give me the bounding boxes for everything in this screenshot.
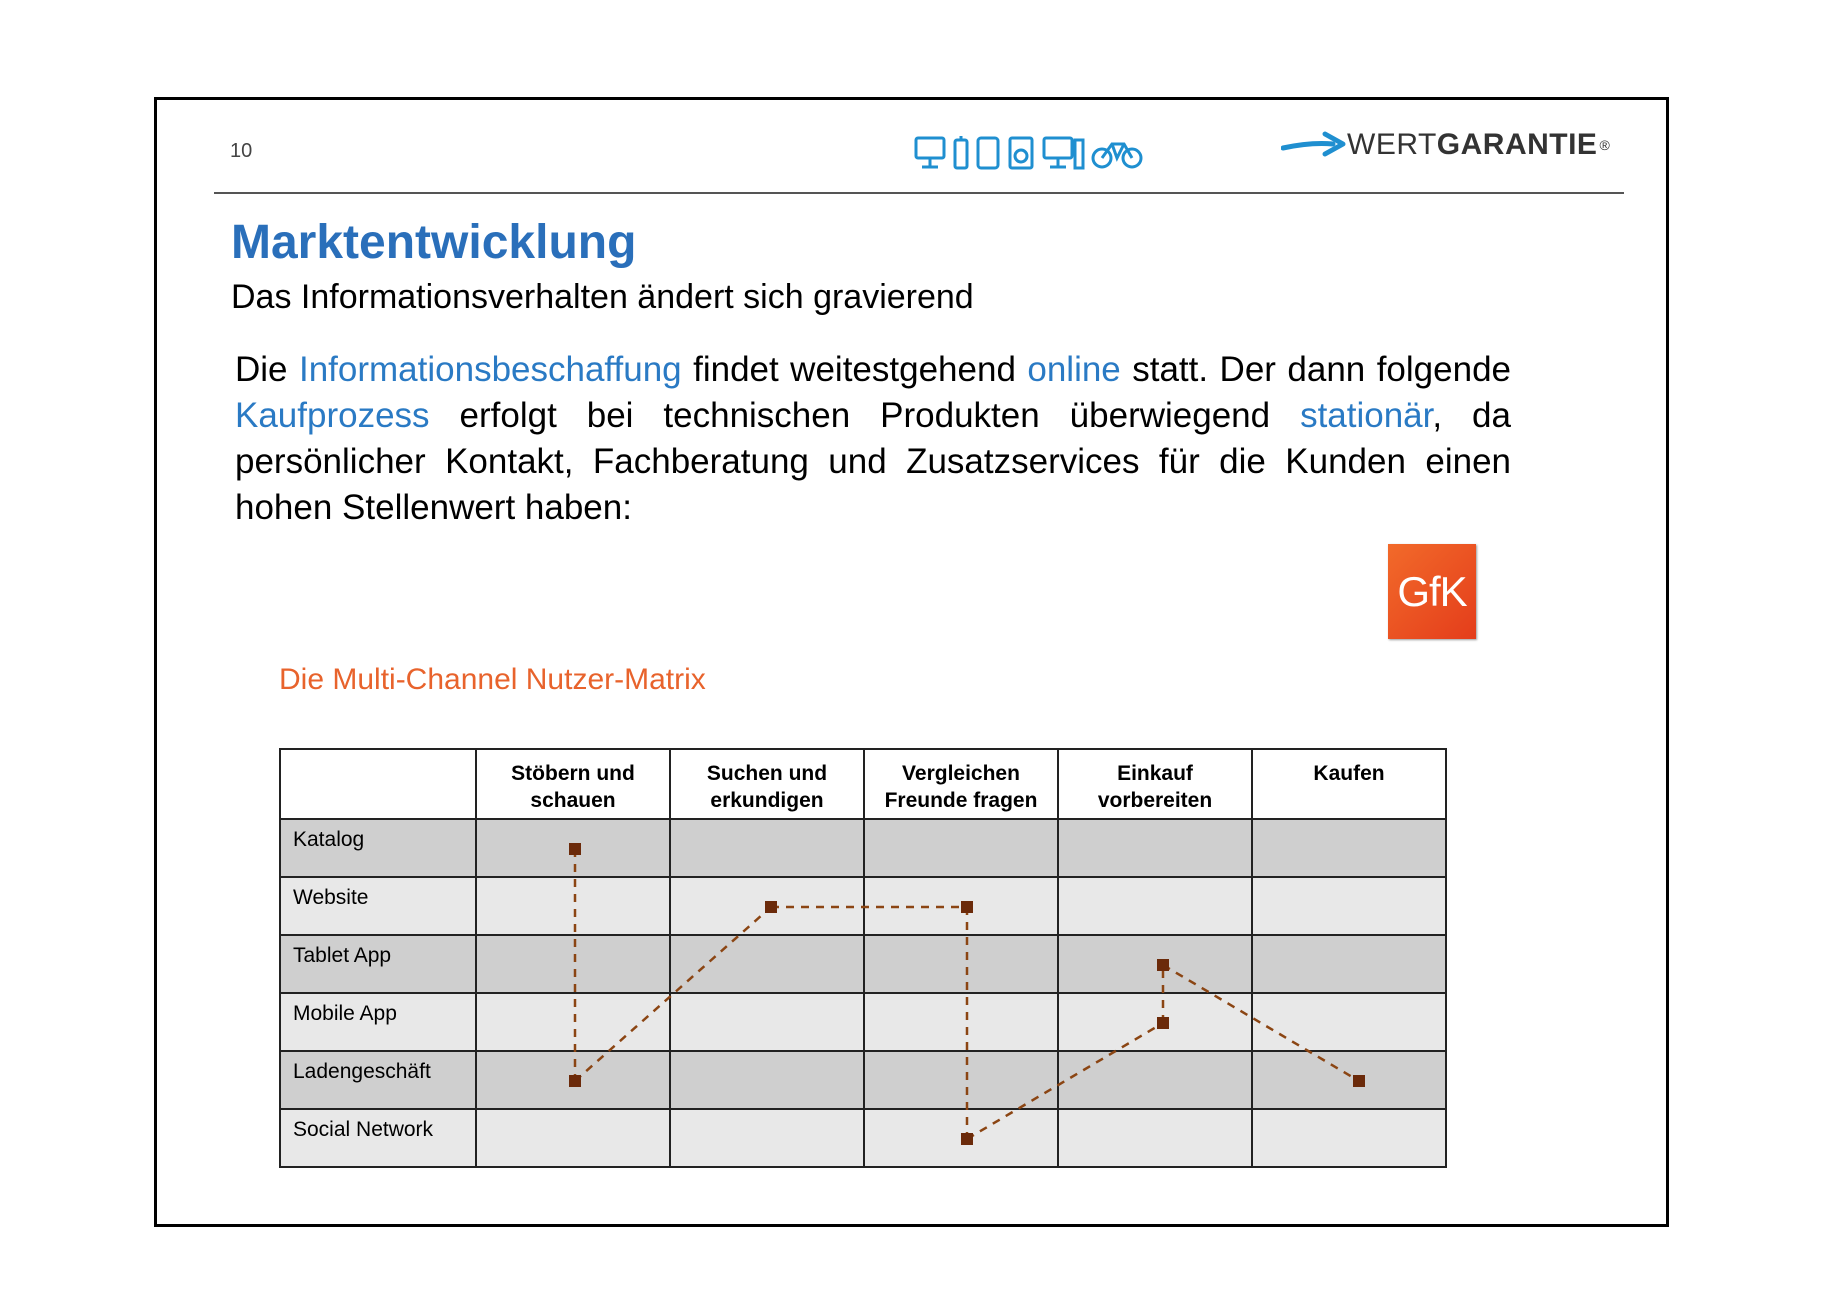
column-header: Stöbern und schauen — [476, 749, 670, 819]
path-marker — [765, 901, 777, 913]
logo-text: WERTGARANTIE — [1347, 128, 1598, 161]
matrix-title: Die Multi-Channel Nutzer-Matrix — [279, 663, 706, 696]
row-label: Mobile App — [280, 993, 476, 1051]
device-icons — [912, 132, 1182, 178]
highlight-informationsbeschaffung: Informationsbeschaffung — [298, 350, 682, 389]
tablet-icon — [978, 138, 998, 168]
row-label: Ladengeschäft — [280, 1051, 476, 1109]
path-segment — [967, 1023, 1163, 1139]
column-header: Kaufen — [1252, 749, 1446, 819]
bicycle-icon — [1093, 144, 1141, 167]
row-label: Website — [280, 877, 476, 935]
path-marker — [961, 1133, 973, 1145]
highlight-stationaer: stationär — [1300, 396, 1433, 435]
page-number: 10 — [230, 140, 253, 162]
column-header: Suchen und erkundigen — [670, 749, 864, 819]
slide-title: Marktentwicklung — [231, 216, 637, 269]
highlight-kaufprozess: Kaufprozess — [235, 396, 430, 435]
row-label: Social Network — [280, 1109, 476, 1167]
desktop-icon — [1044, 138, 1083, 168]
wertgarantie-logo — [1281, 128, 1610, 162]
phone-icon — [955, 136, 967, 168]
slide-subtitle: Das Informationsverhalten ändert sich gravierend — [231, 278, 974, 316]
column-header: Einkauf vorbereiten — [1058, 749, 1252, 819]
path-marker — [569, 843, 581, 855]
row-label: Katalog — [280, 819, 476, 877]
washing-machine-icon — [1010, 138, 1032, 168]
journey-path-overlay — [279, 748, 1459, 1168]
path-marker — [569, 1075, 581, 1087]
slide-frame — [154, 97, 1669, 1227]
registered-mark: ® — [1599, 137, 1610, 153]
path-segment — [1163, 965, 1359, 1081]
gfk-logo: GfK — [1388, 544, 1476, 639]
row-label: Tablet App — [280, 935, 476, 993]
path-marker — [1353, 1075, 1365, 1087]
path-marker — [1157, 959, 1169, 971]
header-divider — [214, 192, 1624, 194]
path-marker — [961, 901, 973, 913]
path-marker — [1157, 1017, 1169, 1029]
highlight-online: online — [1027, 350, 1121, 389]
arrow-icon — [1281, 128, 1347, 162]
body-paragraph: Die Informationsbeschaffung findet weitestgehend online statt. Der dann folgende Kaufprozess erfolgt bei technischen Produkten überwiegend stationär, da persönlicher Kontakt, Fachberatung und Zusatzservices für die Kunden einen hohen Stellenwert haben: — [235, 350, 1512, 527]
column-header: Vergleichen Freunde fragen — [864, 749, 1058, 819]
monitor-icon — [916, 138, 944, 167]
path-segment — [575, 907, 771, 1081]
